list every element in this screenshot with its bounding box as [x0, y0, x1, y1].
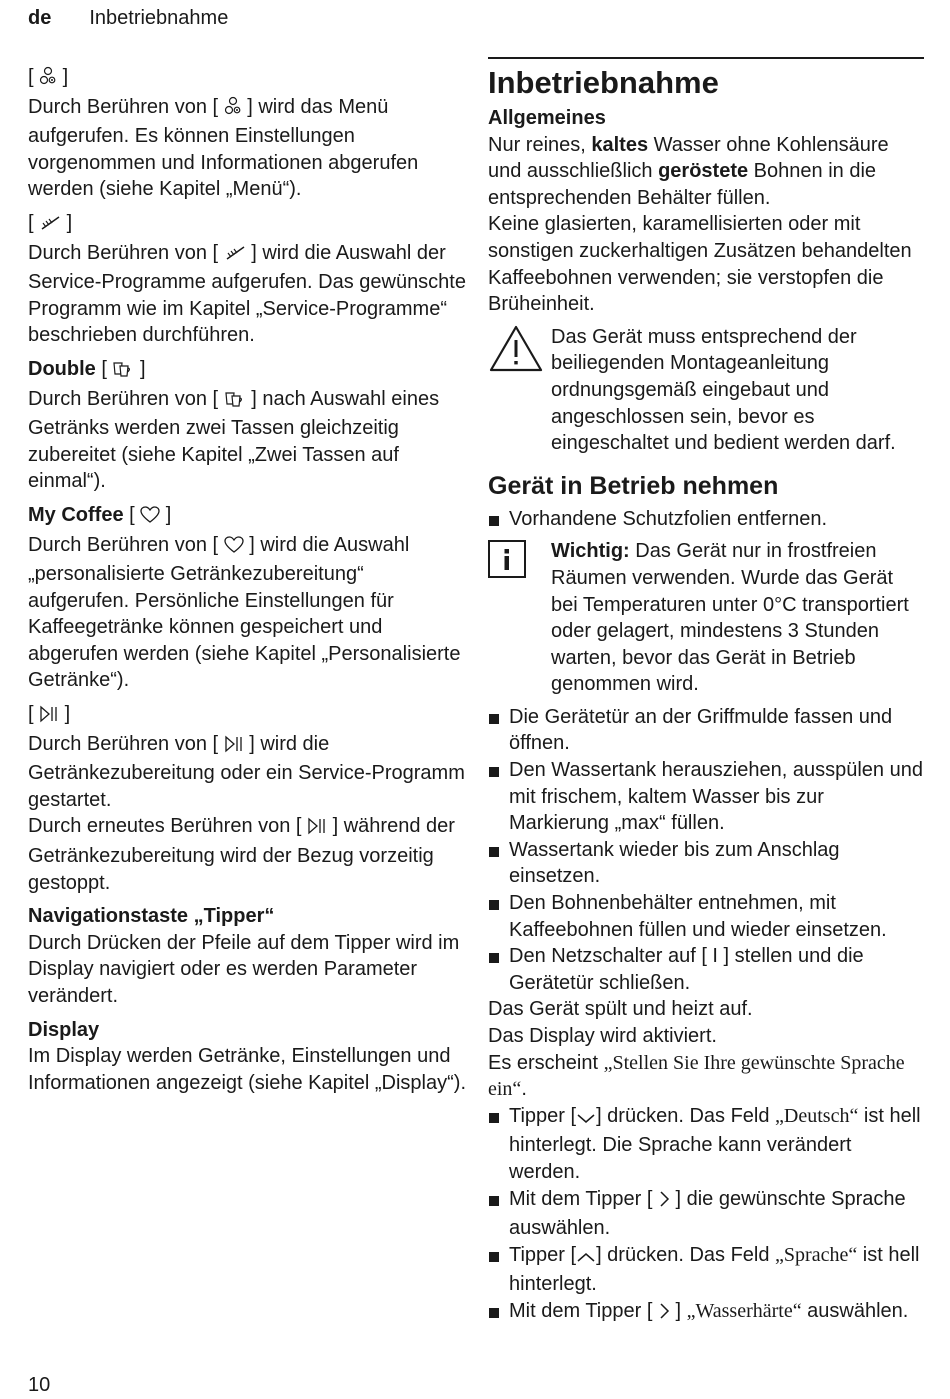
menu-key-label: [ ] — [28, 64, 468, 94]
info-icon — [488, 540, 526, 578]
list-item: Mit dem Tipper [ ] „Wasserhärte“ auswählen. — [488, 1298, 924, 1328]
heart-icon — [224, 535, 244, 562]
bullet-square-icon — [489, 953, 499, 963]
warning-note — [488, 324, 924, 457]
menu-settings-icon — [39, 66, 57, 94]
general-title: Allgemeines — [488, 107, 606, 129]
bullet-square-icon — [489, 847, 499, 857]
general-paragraph-2: Keine glasierten, karamellisierten oder mit sonstigen zuckerhaltigen Zusätzen behandelten Kaffeebohnen verwenden; sie verstopfen die Brüheinheit. — [488, 213, 912, 316]
list-item: Tipper [ ] drücken. Das Feld „Deutsch“ ist hell hinterlegt. Die Sprache kann verändert werden. — [488, 1103, 924, 1186]
menu-description: Durch Berühren von [ ] wird das Menü aufgerufen. Es können Einstellungen vorgenommen und Informationen abgerufen werden (siehe Kapitel „Menü“). — [28, 95, 419, 201]
language-code: de — [28, 7, 52, 29]
bullet-square-icon — [489, 1196, 499, 1206]
setup-title: Gerät in Betrieb nehmen — [488, 471, 779, 500]
display-title: Display — [28, 1018, 100, 1041]
bullet-square-icon — [489, 1252, 499, 1262]
result-text-2: Das Display wird aktiviert. — [488, 1025, 717, 1047]
result-text-1: Das Gerät spült und heizt auf. — [488, 998, 753, 1021]
double-description: Durch Berühren von [ ] nach Auswahl eines Getränks werden zwei Tassen gleichzeitig zubereitet (siehe Kapitel „Zwei Tassen auf einmal“). — [28, 387, 440, 493]
page-number: 10 — [28, 1374, 51, 1396]
bullet-square-icon — [489, 1113, 499, 1123]
bullet-square-icon — [489, 900, 499, 910]
start-key-label: [ ] — [28, 701, 468, 731]
service-brush-icon — [224, 243, 246, 270]
mycoffee-key-label: My Coffee [ ] — [28, 502, 468, 532]
list-item: Den Netzschalter auf [ I ] stellen und die Gerätetür schließen. — [488, 943, 924, 996]
list-item: Vorhandene Schutzfolien entfernen. — [488, 506, 924, 533]
list-item: Die Gerätetür an der Griffmulde fassen und öffnen. — [488, 704, 924, 757]
result-text-3: Es erscheint „Stellen Sie Ihre gewünschte Sprache ein“. — [488, 1051, 905, 1101]
mycoffee-description: Durch Berühren von [ ] wird die Auswahl „personalisierte Getränkezubereitung“ aufgerufen. Persönliche Einstellungen für Kaffeegetränke können gespeichert und abgerufen werden (siehe Kapitel „Personalisierte Getränke“). — [28, 533, 461, 692]
header-title: Inbetriebnahme — [89, 7, 229, 29]
nav-title: Navigationstaste „Tipper“ — [28, 905, 275, 928]
chevron-right-icon — [658, 1301, 670, 1328]
stop-description: Durch erneutes Berühren von [ ] während der Getränkezubereitung wird der Bezug vorzeitig gestoppt. — [28, 815, 455, 894]
list-item: Den Bohnenbehälter entnehmen, mit Kaffeebohnen füllen und wieder einsetzen. — [488, 890, 924, 943]
start-stop-icon — [39, 704, 59, 731]
double-key-label: Double [ ] — [28, 356, 468, 386]
general-paragraph-1: Nur reines, kaltes Wasser ohne Kohlensäure und ausschließlich geröstete Bohnen in die entsprechenden Behälter füllen. — [488, 133, 889, 209]
warning-triangle-icon — [488, 357, 544, 379]
double-cups-icon — [112, 359, 134, 386]
bullet-square-icon — [489, 714, 499, 724]
info-note — [488, 538, 924, 698]
list-item: Den Wassertank herausziehen, ausspülen und mit frischem, kaltem Wasser bis zur Markierung „max“ füllen. — [488, 757, 924, 837]
chevron-up-icon — [576, 1245, 596, 1272]
display-description: Im Display werden Getränke, Einstellungen und Informationen angezeigt (siehe Kapitel „Display“). — [28, 1045, 466, 1094]
nav-description: Durch Drücken der Pfeile auf dem Tipper wird im Display navigiert oder es werden Parameter verändert. — [28, 931, 460, 1007]
right-column — [488, 57, 924, 1328]
start-stop-icon — [224, 734, 244, 761]
service-key-label: [ ] — [28, 210, 468, 240]
service-brush-icon — [39, 213, 61, 240]
menu-settings-icon — [224, 96, 242, 124]
service-description: Durch Berühren von [ ] wird die Auswahl der Service-Programme aufgerufen. Das gewünschte Programm wie im Kapitel „Service-Programme“ beschrieben durchführen. — [28, 241, 466, 347]
start-description: Durch Berühren von [ ] wird die Getränkezubereitung oder ein Service-Programm gestartet. — [28, 732, 465, 811]
page-header — [28, 5, 228, 32]
left-column — [28, 64, 468, 1096]
bullet-square-icon — [489, 767, 499, 777]
heart-icon — [140, 505, 160, 532]
section-title: Inbetriebnahme — [488, 65, 719, 100]
bullet-square-icon — [489, 1308, 499, 1318]
bullet-square-icon — [489, 516, 499, 526]
section-divider — [488, 57, 924, 59]
info-text: Wichtig: Das Gerät nur in frostfreien Räumen verwenden. Wurde das Gerät bei Temperaturen unter 0°C transportiert oder gelagert, mindestens 3 Stunden warten, bevor das Gerät in Betrieb genommen wird. — [551, 540, 909, 696]
chevron-right-icon — [658, 1189, 670, 1216]
warning-text: Das Gerät muss entsprechend der beiliegenden Montageanleitung ordnungsgemäß eingebaut und angeschlossen sein, bevor es eingeschaltet und bedient werden darf. — [551, 325, 896, 455]
list-item: Tipper [ ] drücken. Das Feld „Sprache“ ist hell hinterlegt. — [488, 1242, 924, 1298]
list-item: Mit dem Tipper [ ] die gewünschte Sprache auswählen. — [488, 1186, 924, 1242]
list-item: Wassertank wieder bis zum Anschlag einsetzen. — [488, 837, 924, 890]
start-stop-icon — [307, 816, 327, 843]
double-cups-icon — [224, 389, 246, 416]
chevron-down-icon — [576, 1106, 596, 1133]
